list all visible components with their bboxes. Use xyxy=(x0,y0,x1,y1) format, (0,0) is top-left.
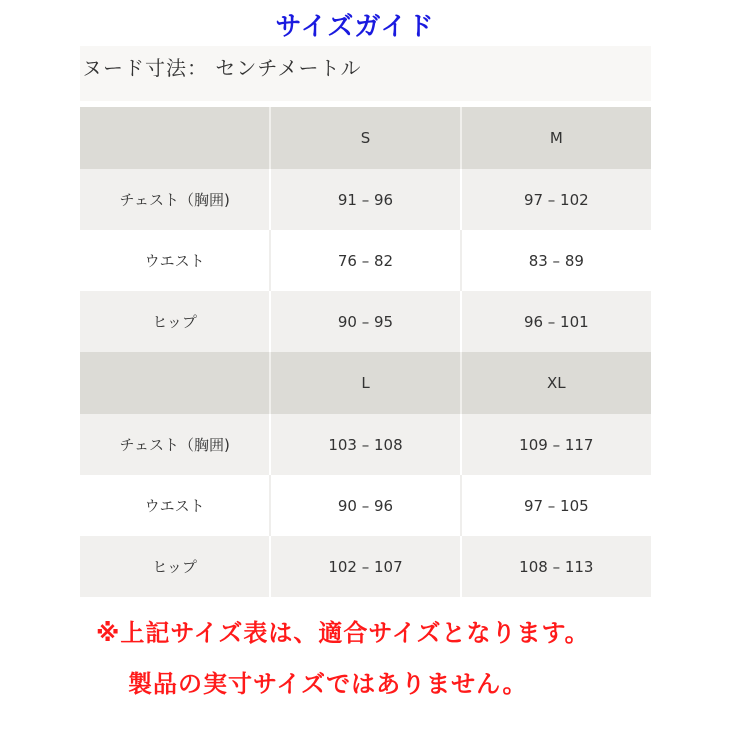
table-row-waist xyxy=(80,230,651,291)
waist-l-value: 90 – 96 xyxy=(269,475,459,536)
chest-m-value: 97 – 102 xyxy=(460,169,651,230)
actual-size-note: 製品の実寸サイズではありません。 xyxy=(128,670,528,698)
waist-xl-value: 97 – 105 xyxy=(460,475,651,536)
hip-xl-value: 108 – 113 xyxy=(460,536,651,597)
row-label-hip: ヒップ xyxy=(152,558,197,576)
unit-label: ヌード寸法： センチメートル xyxy=(82,56,362,80)
fit-size-note: ※上記サイズ表は、適合サイズとなります。 xyxy=(96,619,590,647)
chest-s-value: 91 – 96 xyxy=(269,169,459,230)
table-header-row xyxy=(80,352,651,414)
row-label-chest: チェスト（胸囲) xyxy=(119,191,230,209)
header-size-m: M xyxy=(460,107,651,169)
header-empty-cell xyxy=(80,352,269,414)
header-size-xl: XL xyxy=(460,352,651,414)
waist-s-value: 76 – 82 xyxy=(269,230,459,291)
chest-l-value: 103 – 108 xyxy=(269,414,459,475)
row-label-chest: チェスト（胸囲) xyxy=(119,436,230,454)
chest-xl-value: 109 – 117 xyxy=(460,414,651,475)
table-row-hip xyxy=(80,536,651,597)
header-size-s: S xyxy=(269,107,459,169)
row-label-hip: ヒップ xyxy=(152,313,197,331)
table-row-chest xyxy=(80,414,651,475)
table-header-row xyxy=(80,107,651,169)
hip-s-value: 90 – 95 xyxy=(269,291,459,352)
page-title: サイズガイド xyxy=(275,12,435,42)
size-table-l-xl xyxy=(80,352,651,597)
unit-bar xyxy=(80,46,651,101)
header-empty-cell xyxy=(80,107,269,169)
table-row-hip xyxy=(80,291,651,352)
waist-m-value: 83 – 89 xyxy=(460,230,651,291)
hip-m-value: 96 – 101 xyxy=(460,291,651,352)
size-table-s-m xyxy=(80,107,651,352)
table-row-waist xyxy=(80,475,651,536)
hip-l-value: 102 – 107 xyxy=(269,536,459,597)
header-size-l: L xyxy=(269,352,459,414)
row-label-waist: ウエスト xyxy=(144,497,205,515)
table-row-chest xyxy=(80,169,651,230)
row-label-waist: ウエスト xyxy=(144,252,205,270)
